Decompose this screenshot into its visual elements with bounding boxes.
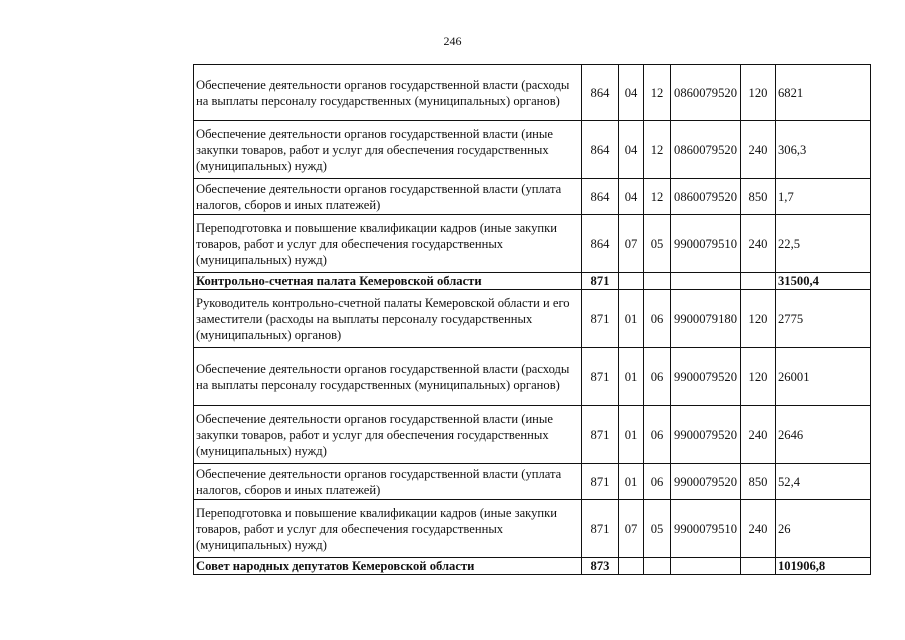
row-amount: 1,7 [776, 179, 871, 215]
row-description: Обеспечение деятельности органов государственной власти (уплата налогов, сборов и иных платежей) [194, 464, 582, 500]
row-target-item: 9900079520 [671, 464, 741, 500]
row-target-item: 9900079520 [671, 348, 741, 406]
page-number: 246 [443, 34, 462, 48]
row-description: Контрольно-счетная палата Кемеровской области [194, 273, 582, 290]
row-amount: 2646 [776, 406, 871, 464]
row-org-code: 864 [582, 121, 619, 179]
row-target-item: 9900079510 [671, 215, 741, 273]
row-amount: 52,4 [776, 464, 871, 500]
row-target-item: 9900079180 [671, 290, 741, 348]
row-description: Обеспечение деятельности органов государственной власти (уплата налогов, сборов и иных платежей) [194, 179, 582, 215]
row-expense-type: 850 [741, 464, 776, 500]
row-section: 01 [619, 464, 644, 500]
row-expense-type [741, 558, 776, 575]
row-section: 01 [619, 348, 644, 406]
budget-table [193, 64, 871, 575]
row-expense-type: 850 [741, 179, 776, 215]
row-org-code: 864 [582, 65, 619, 121]
row-amount: 2775 [776, 290, 871, 348]
row-subsection: 06 [644, 464, 671, 500]
row-subsection: 06 [644, 348, 671, 406]
row-expense-type: 120 [741, 65, 776, 121]
table-row [194, 273, 871, 290]
row-expense-type: 240 [741, 121, 776, 179]
row-org-code: 871 [582, 464, 619, 500]
table-row [194, 500, 871, 558]
table-row [194, 179, 871, 215]
table-row [194, 406, 871, 464]
row-description: Обеспечение деятельности органов государственной власти (расходы на выплаты персоналу государственных (муниципальных) органов) [194, 348, 582, 406]
row-target-item: 9900079520 [671, 406, 741, 464]
row-expense-type: 120 [741, 290, 776, 348]
table-row [194, 215, 871, 273]
row-org-code: 871 [582, 406, 619, 464]
row-expense-type: 120 [741, 348, 776, 406]
row-section: 07 [619, 500, 644, 558]
row-expense-type [741, 273, 776, 290]
table-row [194, 348, 871, 406]
row-section: 07 [619, 215, 644, 273]
row-subsection: 06 [644, 406, 671, 464]
row-org-code: 871 [582, 500, 619, 558]
table-row [194, 65, 871, 121]
table-row [194, 558, 871, 575]
table-row [194, 464, 871, 500]
row-subsection: 12 [644, 179, 671, 215]
row-amount: 26001 [776, 348, 871, 406]
row-description: Совет народных депутатов Кемеровской области [194, 558, 582, 575]
row-description: Обеспечение деятельности органов государственной власти (иные закупки товаров, работ и услуг для обеспечения государственных (муниципальных) нужд) [194, 406, 582, 464]
row-amount: 6821 [776, 65, 871, 121]
row-amount: 101906,8 [776, 558, 871, 575]
row-target-item: 0860079520 [671, 65, 741, 121]
row-target-item [671, 558, 741, 575]
row-target-item: 0860079520 [671, 179, 741, 215]
row-subsection [644, 558, 671, 575]
row-org-code: 871 [582, 273, 619, 290]
row-subsection: 05 [644, 500, 671, 558]
row-target-item [671, 273, 741, 290]
row-target-item: 0860079520 [671, 121, 741, 179]
row-expense-type: 240 [741, 215, 776, 273]
row-section: 04 [619, 121, 644, 179]
row-subsection [644, 273, 671, 290]
row-description: Обеспечение деятельности органов государственной власти (иные закупки товаров, работ и услуг для обеспечения государственных (муниципальных) нужд) [194, 121, 582, 179]
row-section: 04 [619, 179, 644, 215]
row-description: Обеспечение деятельности органов государственной власти (расходы на выплаты персоналу государственных (муниципальных) органов) [194, 65, 582, 121]
row-subsection: 12 [644, 65, 671, 121]
row-section [619, 558, 644, 575]
row-section [619, 273, 644, 290]
row-amount: 306,3 [776, 121, 871, 179]
row-subsection: 06 [644, 290, 671, 348]
row-subsection: 05 [644, 215, 671, 273]
row-org-code: 864 [582, 179, 619, 215]
row-amount: 26 [776, 500, 871, 558]
row-section: 01 [619, 406, 644, 464]
row-org-code: 871 [582, 290, 619, 348]
row-expense-type: 240 [741, 406, 776, 464]
row-description: Переподготовка и повышение квалификации кадров (иные закупки товаров, работ и услуг для обеспечения государственных (муниципальных) нужд) [194, 215, 582, 273]
row-subsection: 12 [644, 121, 671, 179]
row-description: Руководитель контрольно-счетной палаты Кемеровской области и его заместители (расходы на выплаты персоналу государственных (муниципальных) органов) [194, 290, 582, 348]
row-org-code: 864 [582, 215, 619, 273]
row-org-code: 871 [582, 348, 619, 406]
row-description: Переподготовка и повышение квалификации кадров (иные закупки товаров, работ и услуг для обеспечения государственных (муниципальных) нужд) [194, 500, 582, 558]
table-row [194, 121, 871, 179]
row-expense-type: 240 [741, 500, 776, 558]
row-org-code: 873 [582, 558, 619, 575]
row-section: 01 [619, 290, 644, 348]
row-section: 04 [619, 65, 644, 121]
row-amount: 31500,4 [776, 273, 871, 290]
table-row [194, 290, 871, 348]
row-target-item: 9900079510 [671, 500, 741, 558]
row-amount: 22,5 [776, 215, 871, 273]
